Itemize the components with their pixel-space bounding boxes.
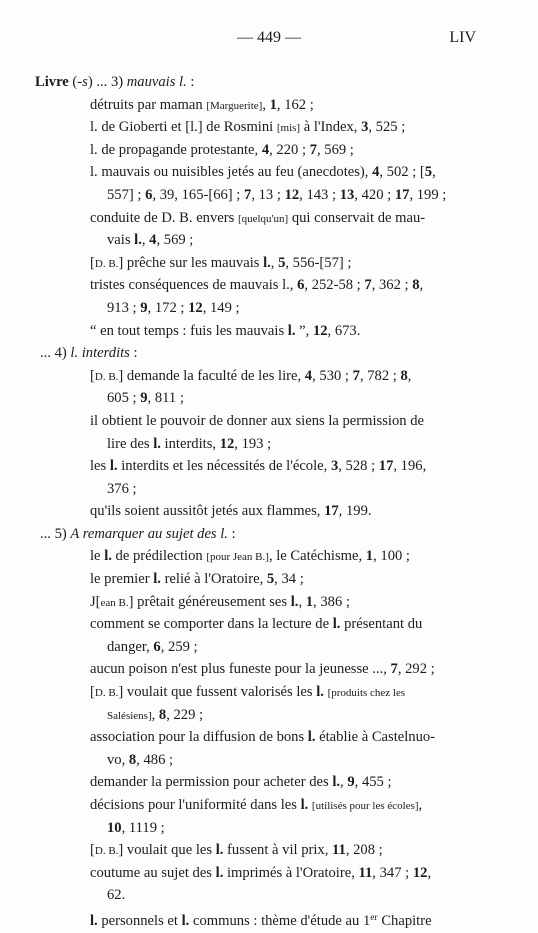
index-entry-line: [D. B.] voulait que les l. fussent à vil prix, 11, 208 ; <box>90 842 383 859</box>
index-entry-line: aucun poison n'est plus funeste pour la jeunesse ..., 7, 292 ; <box>90 661 435 678</box>
index-entry-line: décisions pour l'uniformité dans les l. [utilisés pour les écoles], <box>90 797 423 813</box>
index-entry-line: 913 ; 9, 172 ; 12, 149 ; <box>107 299 240 316</box>
section-roman-numeral: LIV <box>449 29 476 46</box>
index-entry-line: 10, 1119 ; <box>107 819 165 836</box>
index-entry-line: l. personnels et l. communs : thème d'étude au 1er Chapitre <box>90 912 432 929</box>
index-entry-line: danger, 6, 259 ; <box>107 638 198 655</box>
index-entry-line: comment se comporter dans la lecture de l. présentant du <box>90 616 423 633</box>
index-entry-line: ... 5) A remarquer au sujet des l. : <box>40 525 236 542</box>
index-entry-line: le premier l. relié à l'Oratoire, 5, 34 ; <box>90 571 304 588</box>
index-entry-line: coutume au sujet des l. imprimés à l'Oratoire, 11, 347 ; 12, <box>90 864 432 881</box>
index-entry-line: conduite de D. B. envers [quelqu'un] qui conservait de mau- <box>90 209 426 226</box>
index-entries <box>0 71 538 930</box>
index-entry-line: vo, 8, 486 ; <box>107 751 174 768</box>
index-entry-line: qu'ils soient aussitôt jetés aux flammes, 17, 199. <box>90 503 372 520</box>
index-entry-line: tristes conséquences de mauvais l., 6, 252-58 ; 7, 362 ; 8, <box>90 277 424 294</box>
index-entry-line: association pour la diffusion de bons l. établie à Castelnuo- <box>90 729 436 746</box>
index-entry-line: ... 4) l. interdits : <box>40 345 138 362</box>
index-entry-line: 557] ; 6, 39, 165-[66] ; 7, 13 ; 12, 143 ; 13, 420 ; 17, 199 ; <box>107 186 447 203</box>
index-entry-line: [D. B.] voulait que fussent valorisés les l. [produits chez les <box>90 684 406 701</box>
index-entry-line: Salésiens], 8, 229 ; <box>107 706 204 723</box>
index-entry-line: lire des l. interdits, 12, 193 ; <box>107 435 272 452</box>
index-entry-line: le l. de prédilection [pour Jean B.], le Catéchisme, 1, 100 ; <box>90 548 410 565</box>
index-entry-line: 62. <box>107 887 126 904</box>
index-entry-line: J[ean B.] prêtait généreusement ses l., 1, 386 ; <box>90 593 350 610</box>
index-entry-line: [D. B.] prêche sur les mauvais l., 5, 556-[57] ; <box>90 254 352 271</box>
index-entry-line: les l. interdits et les nécessités de l'école, 3, 528 ; 17, 196, <box>90 458 427 475</box>
index-entry-line: [D. B.] demande la faculté de les lire, 4, 530 ; 7, 782 ; 8, <box>90 367 412 384</box>
index-entry-line: l. de propagande protestante, 4, 220 ; 7, 569 ; <box>90 141 354 158</box>
index-entry-line: détruits par maman [Marguerite], 1, 162 ; <box>90 96 314 113</box>
index-entry-line: demander la permission pour acheter des l., 9, 455 ; <box>90 774 392 791</box>
index-entry-line: 376 ; <box>107 480 137 497</box>
index-entry-line: il obtient le pouvoir de donner aux siens la permission de <box>90 412 424 429</box>
index-entry-line: l. mauvais ou nuisibles jetés au feu (anecdotes), 4, 502 ; [5, <box>90 164 436 181</box>
index-entry-line: l. de Gioberti et [l.] de Rosmini [mis] à l'Index, 3, 525 ; <box>90 119 406 136</box>
page-header <box>0 29 538 49</box>
index-entry-line: vais l., 4, 569 ; <box>107 232 194 249</box>
index-entry-line: Livre (-s) ... 3) mauvais l. : <box>35 74 195 90</box>
page-number: — 449 — <box>237 29 301 46</box>
index-entry-line: “ en tout temps : fuis les mauvais l. ”, 12, 673. <box>90 322 361 339</box>
index-entry-line: 605 ; 9, 811 ; <box>107 390 184 407</box>
